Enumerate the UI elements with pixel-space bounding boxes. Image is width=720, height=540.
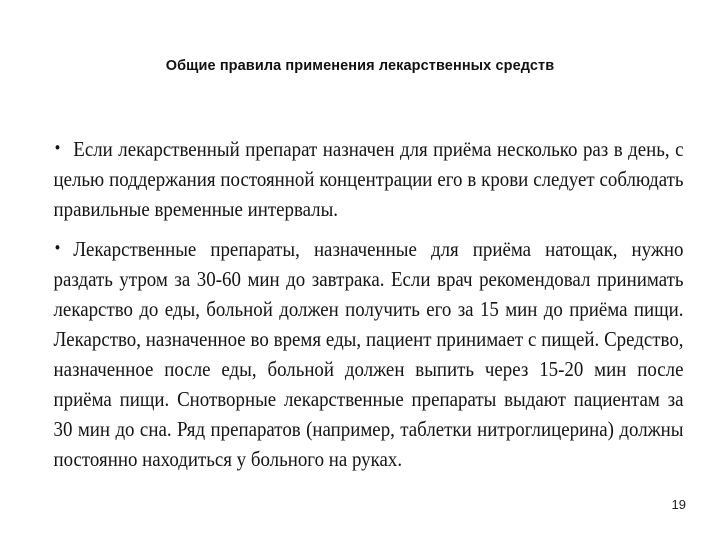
bullet-icon: • — [53, 139, 62, 157]
bullet-icon: • — [53, 239, 62, 257]
paragraph-1-text: Если лекарственный препарат назначен для приёма несколько раз в день, с целью поддержания постоянной концентрации его в крови следует соблюдать правильные временные интервалы. — [53, 137, 684, 221]
slide-title: Общие правила применения лекарственных средств — [165, 58, 555, 74]
page-number: 19 — [671, 497, 686, 512]
bullet-paragraph-1 — [40, 133, 684, 224]
paragraph-2-text: Лекарственные препараты, назначенные для приёма натощак, нужно раздать утром за 30-60 мин до завтрака. Если врач рекомендовал принимать лекарство до еды, больной должен получить его за 15 мин до приёма пищи. Лекарство, назначенное во время еды, пациент принимает с пищей. Средство, назначенное после еды, больной должен выпить через 15-20 мин после приёма пищи. Снотворные лекарственные препараты выдают пациентам за 30 мин до сна. Ряд препаратов (например, таблетки нитроглицерина) должны постоянно находиться у больного на руках. — [53, 237, 684, 471]
bullet-paragraph-2 — [40, 233, 684, 474]
